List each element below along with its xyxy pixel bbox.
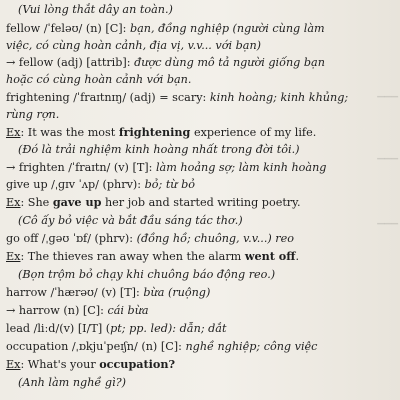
example-label: Ex	[6, 126, 21, 139]
definition-harrow-noun: cái bừa	[107, 304, 149, 317]
headword-fellow-adj: → fellow (adj) [attrib]:	[6, 56, 135, 69]
headword-frighten: → frighten /ˈfraɪtn/ (v) [T]:	[6, 161, 156, 174]
headword-fellow: fellow /ˈfeləʊ/ (n) [C]:	[6, 22, 130, 35]
example-text-part: her job and started writing poetry.	[101, 196, 301, 209]
entry-frighten	[6, 159, 326, 176]
example-text-part: .	[295, 250, 299, 263]
example-label: Ex	[6, 358, 21, 371]
example-keyword: gave up	[52, 195, 102, 209]
translation-line	[18, 212, 243, 229]
entry-fellow	[6, 20, 325, 37]
example-go-off	[6, 248, 299, 265]
example-text-part: : The thieves ran away when the alarm	[20, 250, 245, 263]
example-text-part: experience of my life.	[190, 126, 317, 139]
definition-fellow: bạn, đồng nghiệp (người cùng làm	[129, 22, 325, 35]
example-label: Ex	[6, 196, 21, 209]
example-give-up	[6, 194, 301, 211]
translation-line	[18, 266, 275, 283]
example-text-part: : It was the most	[20, 126, 119, 139]
headword-occupation: occupation /ˌɒkjuˈpeɪʃn/ (n) [C]:	[6, 340, 186, 353]
translation-line	[18, 1, 173, 18]
definition-frightening: kinh hoàng; kinh khủng;	[209, 91, 349, 104]
headword-lead: lead /liːd/(v) [I/T] (	[6, 322, 111, 335]
bleed-through-text: ▁▁▁	[377, 215, 398, 225]
definition-continuation	[6, 71, 191, 88]
example-keyword: frightening	[118, 125, 191, 139]
example-keyword: occupation?	[99, 357, 176, 371]
headword-give-up: give up /ˌɡɪv ˈʌp/ (phrv):	[6, 178, 145, 191]
definition-frightening-cont: rùng rợn.	[6, 108, 60, 121]
translation-text: (Bọn trộm bỏ chạy khi chuông báo động reo.)	[18, 268, 276, 281]
example-label: Ex	[6, 250, 21, 263]
bleed-through-text: ▁▁▁	[377, 88, 398, 98]
definition-continuation	[6, 106, 59, 123]
entry-occupation	[6, 338, 317, 355]
translation-text: (Vui lòng thắt dây an toàn.)	[18, 3, 173, 16]
definition-harrow: bừa (ruộng)	[143, 286, 211, 299]
headword-go-off: go off /ˌɡəʊ ˈɒf/ (phrv):	[6, 232, 137, 245]
entry-lead	[6, 320, 226, 337]
definition-go-off: (đồng hồ; chuông, v.v...) reo	[136, 232, 295, 245]
definition-fellow-adj: được dùng mô tả người giống bạn	[134, 56, 325, 69]
definition-continuation	[6, 37, 261, 54]
example-text-part: : She	[20, 196, 53, 209]
translation-text: (Cô ấy bỏ việc và bắt đầu sáng tác thơ.)	[18, 214, 243, 227]
headword-harrow: harrow /ˈhærəʊ/ (v) [T]:	[6, 286, 144, 299]
entry-give-up	[6, 176, 195, 193]
entry-go-off	[6, 230, 294, 247]
translation-text: (Anh làm nghề gì?)	[18, 376, 126, 389]
example-text-part: : What's your	[20, 358, 100, 371]
example-keyword: went off	[244, 249, 296, 263]
entry-harrow-noun	[6, 302, 149, 319]
entry-harrow	[6, 284, 210, 301]
headword-frightening: frightening /ˈfraɪtnɪŋ/ (adj) = scary:	[6, 91, 210, 104]
entry-fellow-adj	[6, 54, 325, 71]
definition-lead: pt; pp. led): dẫn; dắt	[110, 322, 227, 335]
definition-occupation: nghề nghiệp; công việc	[185, 340, 318, 353]
translation-line	[18, 374, 126, 391]
translation-line	[18, 141, 300, 158]
example-frightening	[6, 124, 316, 141]
bleed-through-text: ▁▁▁	[377, 150, 398, 160]
definition-fellow-adj-cont: hoặc có cùng hoàn cảnh với bạn.	[6, 73, 192, 86]
definition-frighten: làm hoảng sợ; làm kinh hoàng	[155, 161, 327, 174]
example-occupation	[6, 356, 175, 373]
entry-frightening	[6, 89, 348, 106]
translation-text: (Đó là trải nghiệm kinh hoàng nhất trong đời tôi.)	[18, 143, 300, 156]
definition-fellow-cont: việc, có cùng hoàn cảnh, địa vị, v.v... với bạn)	[6, 39, 262, 52]
headword-harrow-noun: → harrow (n) [C]:	[6, 304, 108, 317]
definition-give-up: bỏ; từ bỏ	[144, 178, 195, 191]
